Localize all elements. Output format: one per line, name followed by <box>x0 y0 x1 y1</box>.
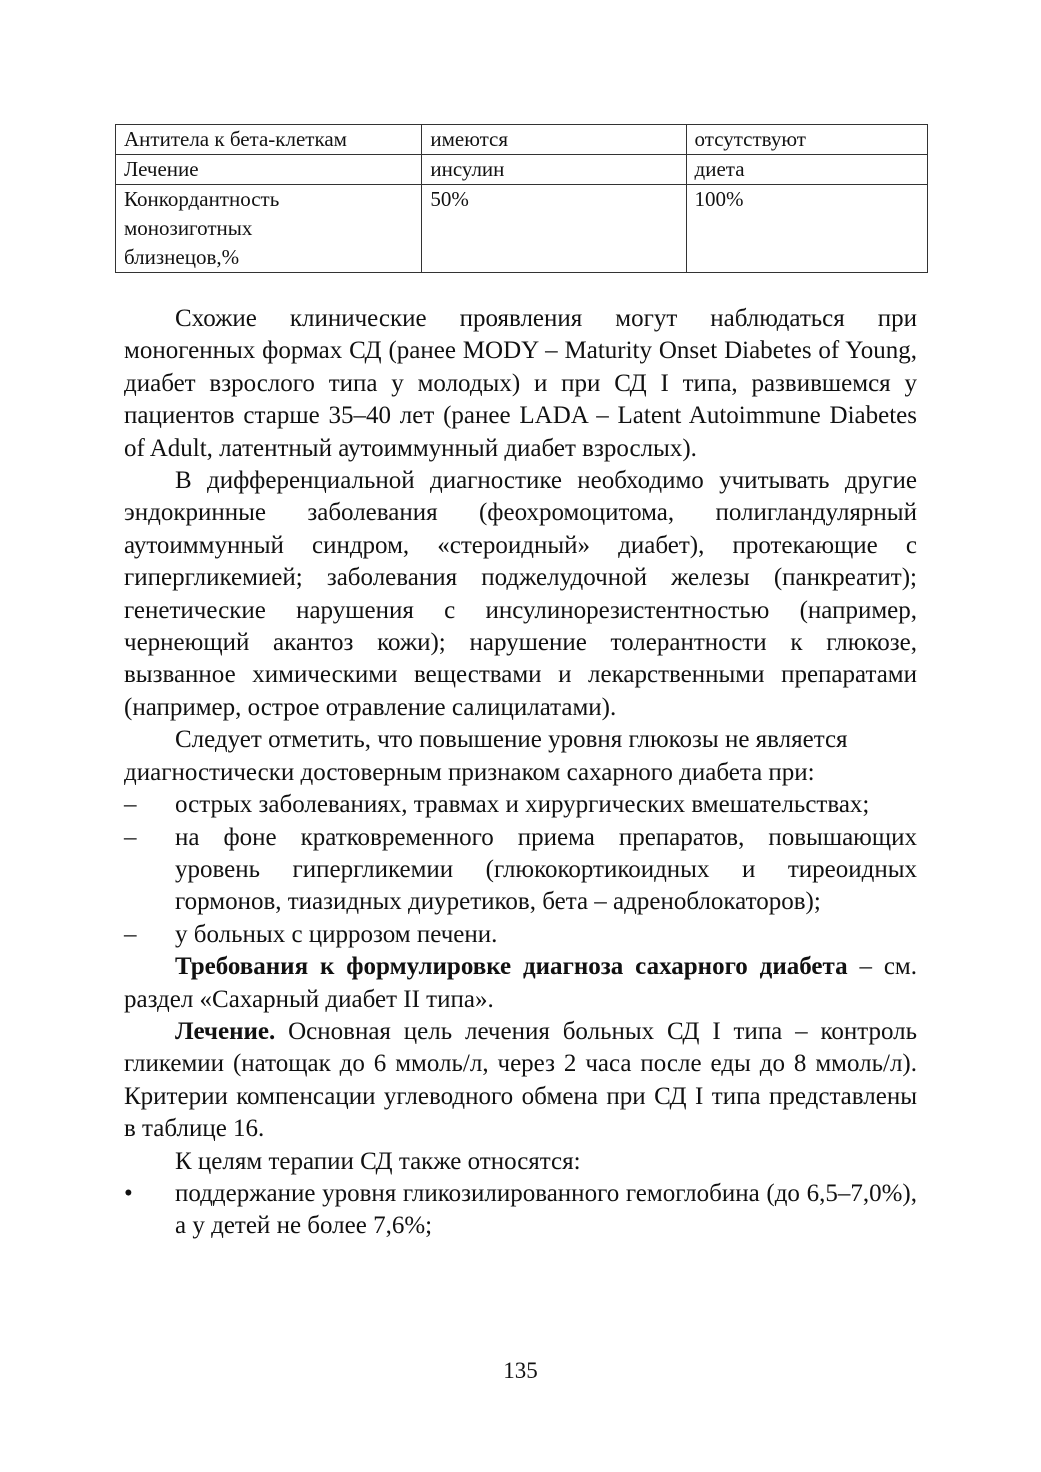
table-cell: 50% <box>422 185 686 273</box>
diabetes-comparison-table <box>115 124 928 273</box>
table-cell-concordance <box>116 185 422 273</box>
bold-heading: Лечение. <box>175 1017 276 1045</box>
list-item <box>124 789 917 821</box>
paragraph-text: Основная цель лечения больных СД I типа – контроль гликемии (натощак до 6 ммоль/л, через 2 часа после еды до 8 ммоль/л). Критерии компенсации углеводного обмена при СД I типа представлены в таблице 16. <box>124 1017 917 1143</box>
table-cell-line: Конкордантность <box>124 187 280 211</box>
list-item-text: острых заболеваниях, травмах и хирургических вмешательствах; <box>175 791 870 819</box>
paragraph-diagnosis-requirements <box>124 951 917 1016</box>
dash-marker: – <box>124 823 137 851</box>
table-cell: Антитела к бета-клеткам <box>116 125 422 155</box>
table-row <box>116 125 928 155</box>
paragraph-similar-manifestations: Схожие клинические проявления могут наблюдаться при моногенных формах СД (ранее MODY – Maturity Onset Diabetes of Young, диабет взрослого типа у молодых) и при СД I типа, развившемся у пациентов старше 35–40 лет (ранее LADA – Latent Autoimmune Diabetes of Adult, латентный аутоиммунный диабет взрослых). <box>124 305 917 462</box>
bullet-marker: • <box>124 1179 133 1207</box>
list-item <box>124 1178 917 1243</box>
bold-heading: Требования к формулировке диагноза сахарного диабета <box>175 953 848 981</box>
paragraph-text: – см. раздел «Сахарный диабет II типа». <box>124 953 917 1013</box>
list-item <box>124 919 917 951</box>
paragraph-therapy-goals: К целям терапии СД также относятся: <box>175 1147 581 1175</box>
list-item-text: на фоне кратковременного приема препаратов, повышающих уровень гипергликемии (глюкокортикоидных и тиреоидных гормонов, тиазидных диуретиков, бета – адреноблокаторов); <box>175 823 917 916</box>
table-row <box>116 155 928 185</box>
paragraph-differential-diagnosis: В дифференциальной диагностике необходимо учитывать другие эндокринные заболевания (феохромоцитома, полигландулярный аутоиммунный синдром, «стероидный» диабет), протекающие с гипергликемией; заболевания поджелудочной железы (панкреатит); генетические нарушения с инсулинорезистентностью (например, чернеющий акантоз кожи); нарушение толерантности к глюкозе, вызванное химическими веществами и лекарственными препаратами (например, острое отравление салицилатами). <box>124 467 917 721</box>
bullet-list <box>124 1178 917 1243</box>
table-cell-line: монозиготных <box>124 216 253 240</box>
table-cell-line: близнецов,% <box>124 245 240 269</box>
table-cell: 100% <box>686 185 927 273</box>
table-cell: имеются <box>422 125 686 155</box>
list-item-text: поддержание уровня гликозилированного гемоглобина (до 6,5–7,0%), а у детей не более 7,6%; <box>175 1179 917 1240</box>
paragraph-treatment <box>124 1016 917 1146</box>
paragraph-glucose-note: Следует отметить, что повышение уровня глюкозы не является диагностически достоверным признаком сахарного диабета при: <box>124 726 848 786</box>
dash-marker: – <box>124 791 137 819</box>
page-number: 135 <box>503 1358 538 1383</box>
table-cell: диета <box>686 155 927 185</box>
dash-marker: – <box>124 920 137 948</box>
list-item-text: у больных с циррозом печени. <box>175 920 498 948</box>
table-cell: инсулин <box>422 155 686 185</box>
table-cell: отсутствуют <box>686 125 927 155</box>
list-item <box>124 822 917 919</box>
body-text <box>124 303 917 1243</box>
dash-list <box>124 789 917 951</box>
table-cell: Лечение <box>116 155 422 185</box>
table-row <box>116 185 928 273</box>
